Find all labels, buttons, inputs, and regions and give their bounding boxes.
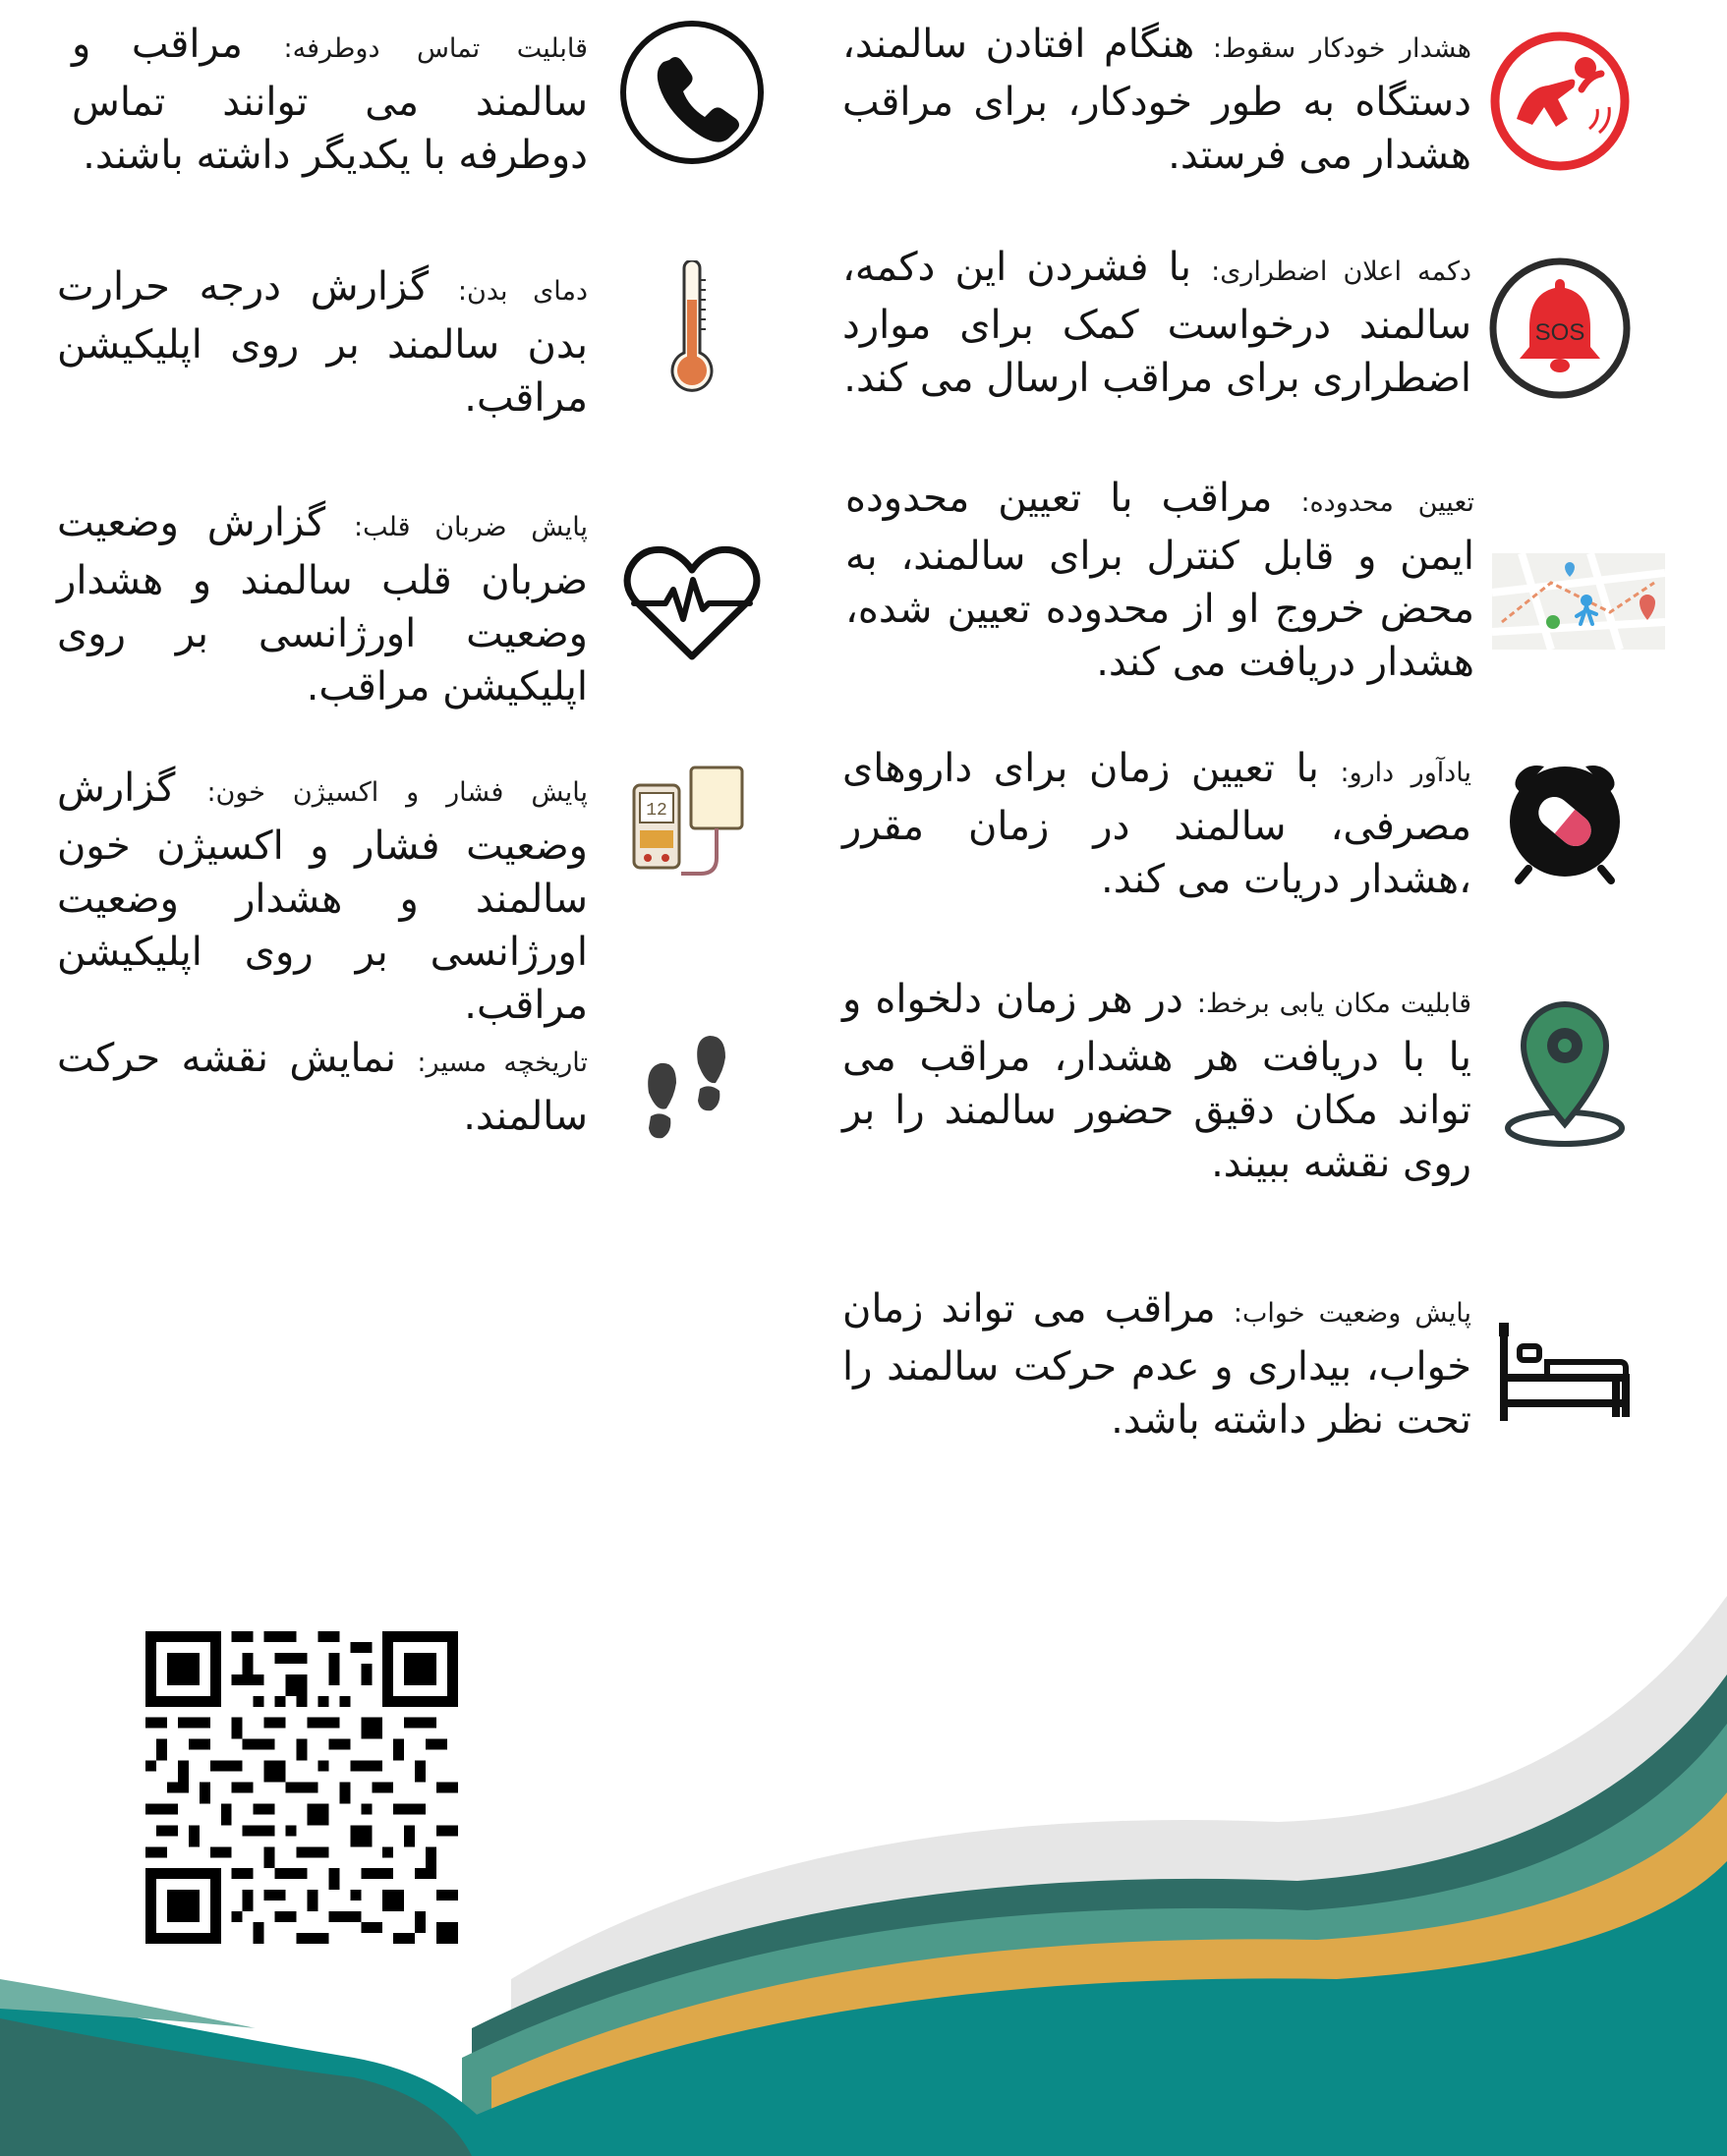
sos-bell-icon [1486, 255, 1634, 402]
feature-label: قابلیت مکان یابی برخط: [1196, 989, 1472, 1019]
feature-two-way-call [69, 18, 767, 180]
feature-label: پایش وضعیت خواب: [1233, 1298, 1472, 1329]
thermometer-icon [617, 260, 767, 398]
bed-icon [1496, 1312, 1634, 1430]
feature-text [57, 1032, 588, 1143]
pill-clock-icon [1496, 750, 1634, 887]
feature-blood-pressure [57, 762, 767, 1028]
feature-label: دکمه اعلان اضطراری: [1211, 256, 1472, 287]
feature-description: گزارش درجه حرارت بدن سالمند بر روی اپلیکیشن مراقب. [57, 264, 588, 421]
qr-code-icon[interactable] [145, 1631, 458, 1948]
footprints-icon [617, 1032, 767, 1150]
blood-pressure-monitor-icon [617, 762, 767, 889]
feature-text [72, 18, 588, 182]
feature-body-temp [57, 260, 767, 421]
feature-text [842, 18, 1471, 182]
feature-label: تعیین محدوده: [1300, 487, 1474, 518]
feature-description: در هر زمان دلخواه و یا با دریافت هر هشدار، مراقب می تواند مکان دقیق حضور سالمند را بر روی نقشه ببیند. [842, 977, 1471, 1186]
feature-location-tracking [835, 973, 1634, 1194]
feature-label: یادآور دارو: [1340, 758, 1472, 788]
feature-description: گزارش وضعیت فشار و اکسیژن خون سالمند و هشدار وضعیت اورژانسی بر روی اپلیکیشن مراقب. [57, 766, 588, 1028]
feature-description: گزارش وضعیت ضربان قلب سالمند و هشدار وضعیت اورژانسی بر روی اپلیکیشن مراقب. [57, 500, 588, 709]
feature-description: هنگام افتادن سالمند، دستگاه به طور خودکار، برای مراقب هشدار می فرستد. [842, 22, 1471, 178]
feature-text [842, 973, 1471, 1190]
feature-route-history [57, 1032, 767, 1169]
location-pin-icon [1496, 994, 1634, 1152]
feature-description: مراقب و سالمند می توانند تماس دوطرفه با یکدیگر داشته باشند. [72, 22, 588, 178]
feature-medicine-reminder [835, 742, 1634, 909]
feature-geofence [835, 472, 1666, 693]
feature-text [57, 496, 588, 713]
feature-text [842, 742, 1471, 906]
feature-text [57, 260, 588, 425]
feature-text [842, 1282, 1471, 1447]
feature-description: مراقب با تعیین محدوده ایمن و قابل کنترل برای سالمند، به محض خروج او از محدوده تعیین شده، هشدار دریافت می کند. [845, 476, 1474, 685]
feature-description: با تعیین زمان برای داروهای مصرفی، سالمند در زمان مقرر ،هشدار دریات می کند. [842, 746, 1471, 902]
feature-text [57, 762, 588, 1032]
feature-text [842, 241, 1471, 405]
sos-icon-text: SOS [1534, 319, 1585, 346]
monitor-icon-text: 12 [646, 801, 667, 821]
feature-description: نمایش نقشه حرکت سالمند. [57, 1036, 588, 1139]
feature-label: هشدار خودکار سقوط: [1212, 33, 1471, 64]
feature-fall-alert [835, 18, 1634, 180]
feature-label: دمای بدن: [457, 276, 588, 307]
feature-heart-rate [57, 496, 767, 717]
feature-description: مراقب می تواند زمان خواب، بیداری و عدم حرکت سالمند را تحت نظر داشته باشد. [842, 1286, 1471, 1443]
phone-icon [617, 18, 767, 167]
feature-sos-button [835, 241, 1634, 408]
map-walker-icon [1491, 552, 1666, 651]
feature-sleep-monitor [835, 1282, 1634, 1449]
feature-label: پایش فشار و اکسیژن خون: [206, 777, 588, 808]
heart-pulse-icon [617, 530, 767, 677]
feature-description: با فشردن این دکمه، سالمند درخواست کمک برای موارد اضطراری برای مراقب ارسال می کند. [842, 245, 1471, 401]
feature-label: قابلیت تماس دوطرفه: [283, 33, 588, 64]
feature-text [845, 472, 1474, 689]
feature-label: پایش ضربان قلب: [354, 512, 588, 542]
fall-icon [1486, 28, 1634, 175]
feature-label: تاریخچه مسیر: [417, 1048, 588, 1078]
